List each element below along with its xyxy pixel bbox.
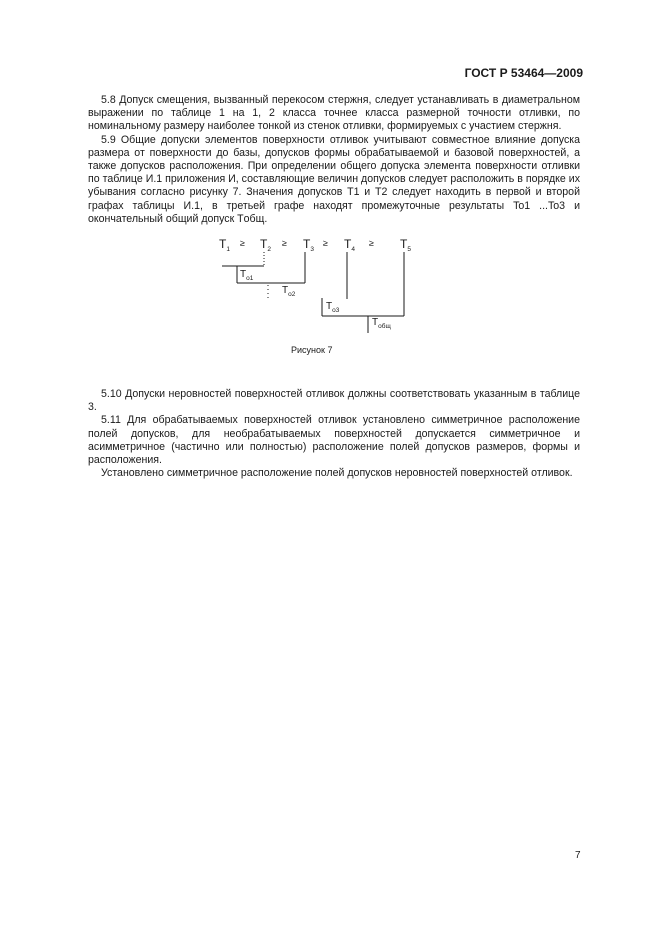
t3-label: $T_3$ <box>303 237 314 253</box>
total-label: $T_{общ}$ <box>372 317 391 330</box>
paragraph-5-11: 5.11 Для обрабатываемых поверхностей отливок установлено симметричное расположение полей допусков, для необрабатываемых поверхностей допускается симметричное и асимметричное (частично или полностью) расположение полей допусков размеров, формы и расположения. <box>88 414 580 467</box>
rel-3: ≥ <box>323 238 328 248</box>
figure-caption: Рисунок 7 <box>291 345 333 355</box>
t5-label: $T_5$ <box>400 237 411 253</box>
text-block-bottom <box>88 388 580 480</box>
rel-1: ≥ <box>240 238 245 248</box>
rel-2: ≥ <box>282 238 287 248</box>
paragraph-symmetric: Установлено симметричное расположение полей допусков неровностей поверхностей отливок. <box>101 467 573 480</box>
paragraph-5-8: 5.8 Допуск смещения, вызванный перекосом стержня, следует устанавливать в диаметральном выражении по таблице 1 на 1, 2 класса точнее класса размерной точности отливки, по номинальному размеру наиболее тонкой из стенок отливки, формируемых с участием стержня. <box>88 94 580 133</box>
text-block-top <box>88 94 580 226</box>
paragraph-5-9: 5.9 Общие допуски элементов поверхности отливок учитывают совместное влияние допуска размера от поверхности до базы, допусков формы обрабатываемой и базовой поверхностей, а также допусков расположения. При определении общего допуска элемента поверхности отливки по таблице И.1 приложения И, составляющие величин допусков следует расположить в порядке их убывания согласно рисунку 7. Значения допусков T1 и T2 следует находить в первой и второй графах таблицы И.1, в третьей графе находят промежуточные результаты To1 ...To3 и окончательный общий допуск Tобщ. <box>88 133 580 225</box>
t2-label: $T_2$ <box>260 237 271 253</box>
rel-4: ≥ <box>369 238 374 248</box>
paragraph-5-10: 5.10 Допуски неровностей поверхностей отливок должны соответствовать указанным в таблице 3. <box>88 388 580 414</box>
to2-label: $T_{о2}$ <box>282 285 296 298</box>
t4-label: $T_4$ <box>344 237 355 253</box>
to1-label: $T_{о1}$ <box>240 269 254 282</box>
t1-label: $T_1$ <box>219 237 230 253</box>
page-number: 7 <box>575 850 581 861</box>
to3-label: $T_{о3}$ <box>326 301 340 314</box>
document-code: ГОСТ Р 53464—2009 <box>464 66 583 80</box>
